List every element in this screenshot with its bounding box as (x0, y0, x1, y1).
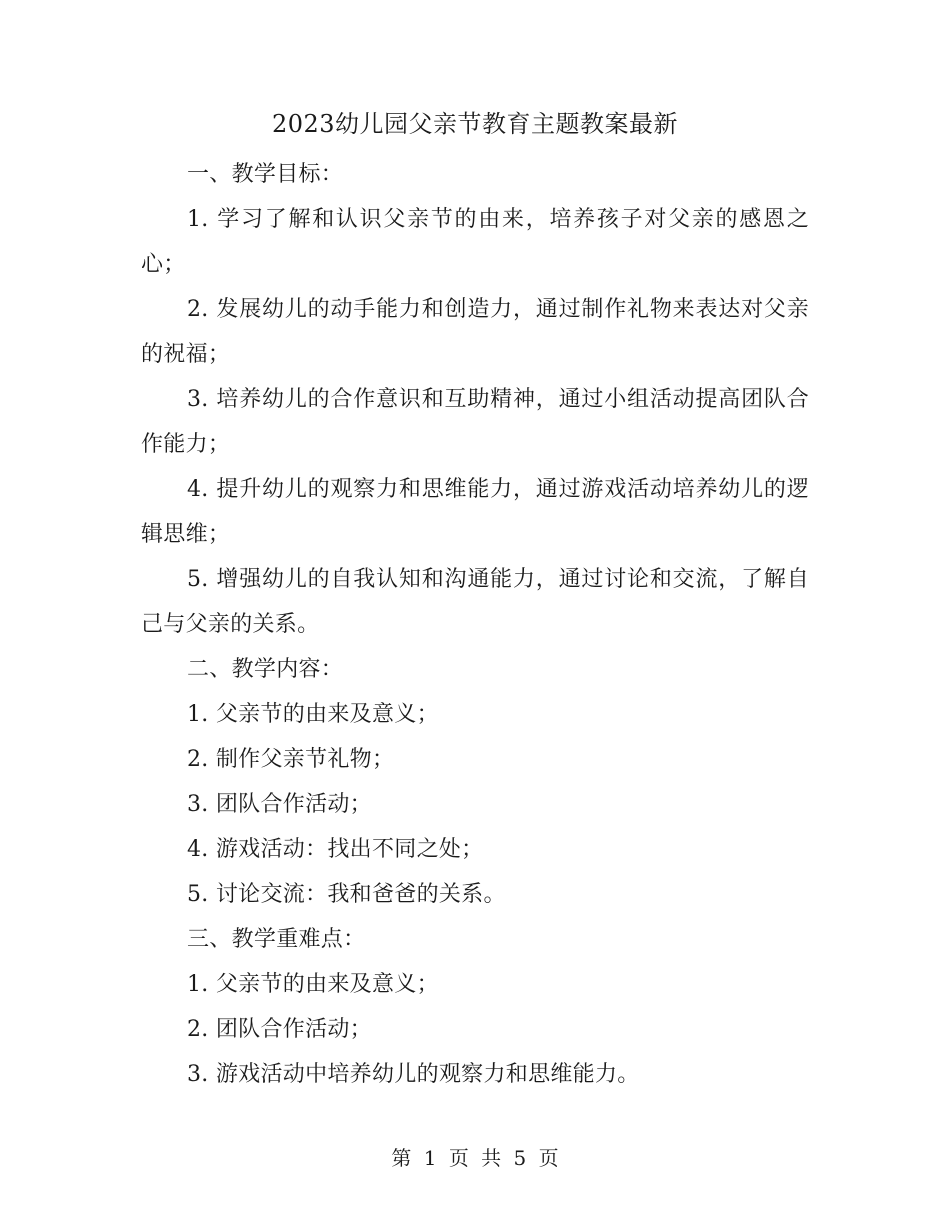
list-item: 3. 游戏活动中培养幼儿的观察力和思维能力。 (187, 1062, 640, 1087)
list-item: 2. 团队合作活动； (187, 1017, 372, 1042)
list-item: 3. 团队合作活动； (187, 792, 372, 817)
list-item: 4. 提升幼儿的观察力和思维能力，通过游戏活动培养幼儿的逻辑思维； (141, 477, 809, 547)
section-heading-content: 二、教学内容： (187, 657, 344, 682)
list-item: 1. 学习了解和认识父亲节的由来，培养孩子对父亲的感恩之心； (141, 207, 809, 277)
list-item: 3. 培养幼儿的合作意识和互助精神，通过小组活动提高团队合作能力； (141, 387, 809, 457)
page-footer: 第 1 页 共 5 页 (391, 1146, 559, 1170)
list-item: 1. 父亲节的由来及意义； (187, 972, 439, 997)
list-item: 2. 发展幼儿的动手能力和创造力，通过制作礼物来表达对父亲的祝福； (141, 297, 809, 367)
section-heading-key-points: 三、教学重难点： (187, 927, 366, 952)
list-item: 4. 游戏活动：找出不同之处； (187, 837, 484, 862)
list-item: 5. 增强幼儿的自我认知和沟通能力，通过讨论和交流，了解自己与父亲的关系。 (141, 567, 809, 637)
section-heading-objectives: 一、教学目标： (187, 162, 344, 187)
document-body (141, 152, 809, 1097)
list-item: 1. 父亲节的由来及意义； (187, 702, 439, 727)
list-item: 2. 制作父亲节礼物； (187, 747, 395, 772)
document-title: 2023幼儿园父亲节教育主题教案最新 (271, 110, 679, 138)
list-item: 5. 讨论交流：我和爸爸的关系。 (187, 882, 506, 907)
